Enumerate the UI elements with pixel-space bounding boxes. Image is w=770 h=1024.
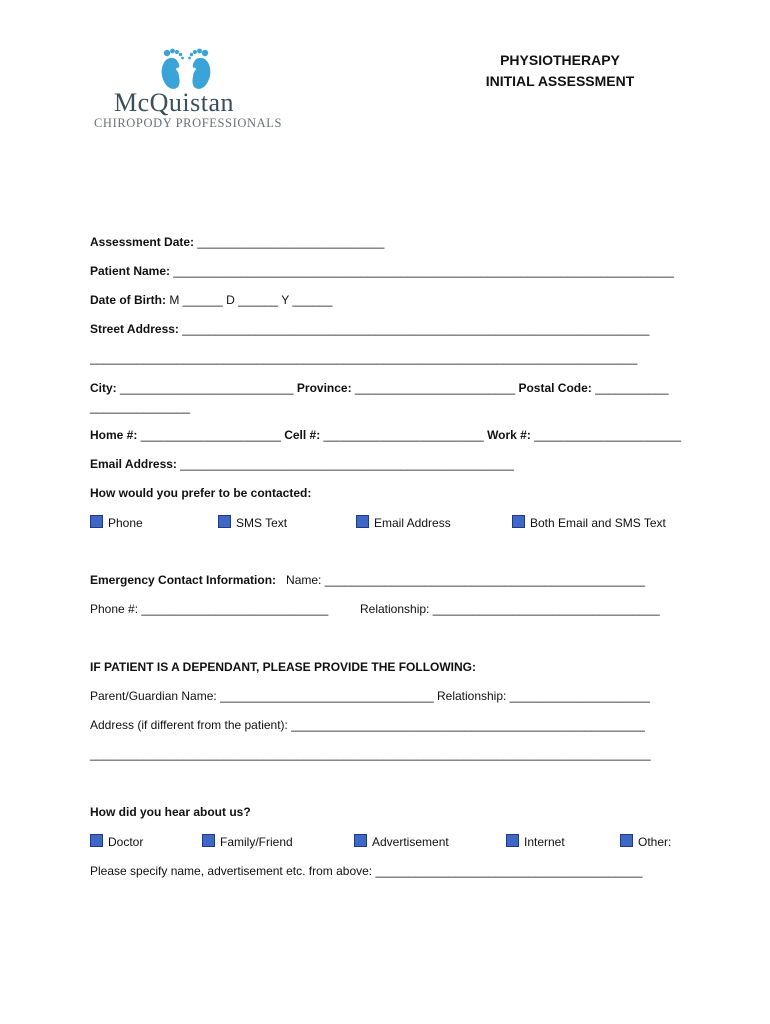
patient-name-label: Patient Name: [90, 264, 171, 278]
city-province-postal-row [90, 381, 669, 395]
postal-code-field-line2[interactable]: _______________ [90, 400, 191, 414]
guardian-relationship-label: Relationship: [436, 689, 507, 703]
city-field[interactable]: __________________________ [120, 381, 294, 395]
checkbox-icon[interactable] [356, 515, 369, 528]
home-phone-field[interactable]: _____________________ [140, 428, 281, 442]
guardian-row [90, 689, 650, 703]
checkbox-icon[interactable] [506, 834, 519, 847]
referral-option-label: Doctor [108, 835, 144, 849]
referral-option-label: Internet [524, 835, 565, 849]
dob-year-field[interactable]: Y ______ [281, 293, 333, 307]
emergency-relationship-field[interactable]: __________________________________ [432, 602, 660, 616]
checkbox-icon[interactable] [620, 834, 633, 847]
home-phone-label: Home #: [90, 428, 138, 442]
referral-question: How did you hear about us? [90, 805, 251, 819]
email-field[interactable]: __________________________________________________ [180, 457, 514, 471]
contact-option-label: Phone [108, 516, 143, 530]
logo-tagline: CHIROPODY PROFESSIONALS [94, 116, 283, 130]
referral-specify-field[interactable]: ________________________________________ [375, 864, 643, 878]
assessment-date-label: Assessment Date: [90, 235, 195, 249]
referral-option-label: Advertisement [372, 835, 449, 849]
province-label: Province: [296, 381, 352, 395]
dependant-address-field[interactable]: _____________________________________________________ [291, 718, 645, 732]
street-address-field[interactable]: ______________________________________________________________________ [182, 322, 650, 336]
form-title-line2: INITIAL ASSESSMENT [485, 73, 635, 89]
referral-specify-row [90, 864, 642, 878]
emergency-relationship-label: Relationship: [360, 602, 430, 616]
contact-option-label: Both Email and SMS Text [530, 516, 666, 530]
checkbox-icon[interactable] [90, 834, 103, 847]
contact-option-label: SMS Text [236, 516, 288, 530]
street-address-field-line2[interactable]: __________________________________________________________________________________ [90, 351, 638, 365]
form-title-line1: PHYSIOTHERAPY [500, 52, 620, 68]
dependant-address-label: Address (if different from the patient): [90, 718, 288, 732]
dob-row [90, 293, 332, 307]
referral-option-label: Other: [638, 835, 672, 849]
province-field[interactable]: ________________________ [354, 381, 516, 395]
dob-label: Date of Birth: [90, 293, 166, 307]
contact-option-email[interactable] [356, 515, 451, 530]
street-address-label: Street Address: [90, 322, 179, 336]
emergency-phone-field[interactable]: ____________________________ [141, 602, 329, 616]
emergency-name-field[interactable]: ________________________________________________ [324, 573, 646, 587]
referral-option-family-friend[interactable] [202, 834, 293, 849]
checkbox-icon[interactable] [512, 515, 525, 528]
patient-name-row [90, 264, 674, 278]
referral-option-internet[interactable] [506, 834, 565, 849]
cell-phone-label: Cell #: [284, 428, 321, 442]
cell-phone-field[interactable]: ________________________ [323, 428, 484, 442]
dependant-address-field-line2[interactable]: ____________________________________________________________________________________ [90, 747, 651, 761]
assessment-date-row [90, 235, 384, 249]
referral-option-doctor[interactable] [90, 834, 143, 849]
checkbox-icon[interactable] [90, 515, 103, 528]
checkbox-icon[interactable] [202, 834, 215, 847]
referral-option-advertisement[interactable] [354, 834, 449, 849]
phone-numbers-row [90, 428, 681, 442]
logo-wordmark: McQuistan [114, 88, 235, 117]
emergency-relationship-row [360, 602, 660, 616]
contact-option-phone[interactable] [90, 515, 143, 530]
emergency-phone-label: Phone #: [90, 602, 139, 616]
city-label: City: [90, 381, 117, 395]
referral-option-label: Family/Friend [220, 835, 293, 849]
email-row [90, 457, 514, 471]
postal-code-label: Postal Code: [518, 381, 592, 395]
dependant-address-row [90, 718, 645, 732]
checkbox-icon[interactable] [354, 834, 367, 847]
postal-code-field[interactable]: ___________ [595, 381, 669, 395]
guardian-name-field[interactable]: ________________________________ [220, 689, 434, 703]
emergency-contact-row [90, 573, 645, 587]
referral-specify-label: Please specify name, advertisement etc. from above: [90, 864, 373, 878]
guardian-relationship-field[interactable]: _____________________ [509, 689, 650, 703]
contact-option-both[interactable] [512, 515, 666, 530]
contact-option-sms[interactable] [218, 515, 287, 530]
emergency-phone-row [90, 602, 328, 616]
emergency-name-label: Name: [286, 573, 322, 587]
referral-option-other[interactable] [620, 834, 671, 849]
contact-option-label: Email Address [374, 516, 451, 530]
patient-name-field[interactable]: ___________________________________________________________________________ [173, 264, 674, 278]
dependant-heading: IF PATIENT IS A DEPENDANT, PLEASE PROVIDE THE FOLLOWING: [90, 660, 477, 674]
work-phone-field[interactable]: ______________________ [534, 428, 682, 442]
street-address-row [90, 322, 649, 336]
email-label: Email Address: [90, 457, 177, 471]
dob-month-field[interactable]: M ______ [169, 293, 223, 307]
work-phone-label: Work #: [487, 428, 531, 442]
feet-logo-icon [158, 46, 214, 92]
assessment-date-field[interactable]: ____________________________ [197, 235, 385, 249]
contact-preference-question: How would you prefer to be contacted: [90, 486, 312, 500]
dob-day-field[interactable]: D ______ [226, 293, 279, 307]
guardian-name-label: Parent/Guardian Name: [90, 689, 217, 703]
emergency-contact-label: Emergency Contact Information: [90, 573, 277, 587]
checkbox-icon[interactable] [218, 515, 231, 528]
